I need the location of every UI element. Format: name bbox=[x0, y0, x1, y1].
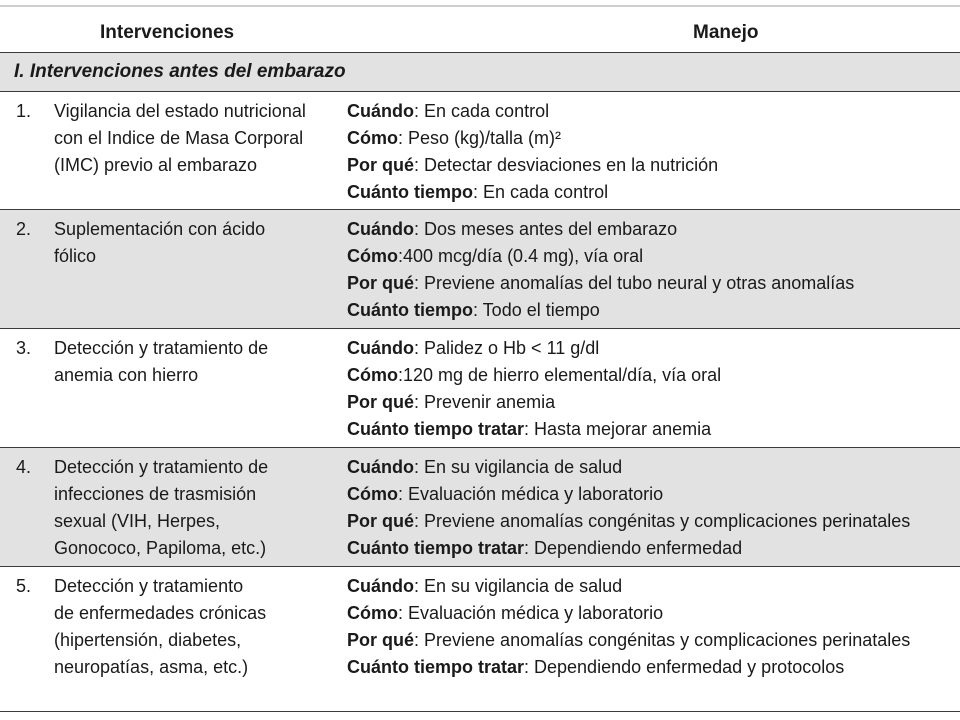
row-number: 5. bbox=[16, 576, 32, 596]
when-line bbox=[347, 454, 957, 481]
table-row bbox=[0, 567, 960, 707]
intervention-line: (hipertensión, diabetes, bbox=[54, 630, 242, 650]
duration-line bbox=[347, 179, 957, 206]
duration-label: Cuánto tiempo bbox=[347, 300, 473, 320]
when-text: : En cada control bbox=[414, 101, 550, 121]
row-management bbox=[347, 98, 957, 206]
why-line bbox=[347, 627, 957, 654]
how-line bbox=[347, 243, 957, 270]
how-text: :400 mcg/día (0.4 mg), vía oral bbox=[398, 246, 644, 266]
duration-label: Cuánto tiempo bbox=[347, 182, 473, 202]
header-interventions: Intervenciones bbox=[100, 22, 235, 43]
intervention-line: (IMC) previo al embarazo bbox=[54, 155, 258, 175]
row-number: 3. bbox=[16, 338, 32, 358]
row-intervention bbox=[54, 335, 339, 389]
how-label: Cómo bbox=[347, 128, 398, 148]
section-header bbox=[0, 53, 960, 91]
when-line bbox=[347, 573, 957, 600]
intervention-line: Detección y tratamiento de bbox=[54, 457, 269, 477]
why-line bbox=[347, 270, 957, 297]
intervention-line: Gonococo, Papiloma, etc.) bbox=[54, 538, 267, 558]
how-label: Cómo bbox=[347, 484, 398, 504]
how-text: : Evaluación médica y laboratorio bbox=[398, 484, 664, 504]
duration-label: Cuánto tiempo tratar bbox=[347, 419, 525, 439]
why-label: Por qué bbox=[347, 273, 415, 293]
intervention-line: neuropatías, asma, etc.) bbox=[54, 657, 249, 677]
row-intervention bbox=[54, 98, 339, 179]
intervention-line: de enfermedades crónicas bbox=[54, 603, 267, 623]
intervention-line: Detección y tratamiento bbox=[54, 576, 244, 596]
how-label: Cómo bbox=[347, 603, 398, 623]
how-line bbox=[347, 600, 957, 627]
intervention-line: Suplementación con ácido bbox=[54, 219, 266, 239]
how-line bbox=[347, 481, 957, 508]
why-text: : Previene anomalías del tubo neural y otras anomalías bbox=[414, 273, 855, 293]
how-line bbox=[347, 125, 957, 152]
how-text: :120 mg de hierro elemental/día, vía oral bbox=[398, 365, 722, 385]
intervention-line: anemia con hierro bbox=[54, 365, 199, 385]
why-label: Por qué bbox=[347, 511, 415, 531]
intervention-line: con el Indice de Masa Corporal bbox=[54, 128, 304, 148]
table-row bbox=[0, 329, 960, 447]
when-line bbox=[347, 335, 957, 362]
duration-label: Cuánto tiempo tratar bbox=[347, 657, 525, 677]
when-text: : En su vigilancia de salud bbox=[414, 576, 623, 596]
intervention-line: infecciones de trasmisión bbox=[54, 484, 257, 504]
table-row bbox=[0, 92, 960, 209]
section-title: I. Intervenciones antes del embarazo bbox=[14, 61, 346, 82]
row-management bbox=[347, 454, 957, 562]
when-text: : En su vigilancia de salud bbox=[414, 457, 623, 477]
how-label: Cómo bbox=[347, 246, 398, 266]
duration-line bbox=[347, 654, 957, 681]
when-label: Cuándo bbox=[347, 101, 414, 121]
row-number: 2. bbox=[16, 219, 32, 239]
how-text: : Peso (kg)/talla (m)² bbox=[398, 128, 562, 148]
row-management bbox=[347, 573, 957, 681]
intervention-line: Vigilancia del estado nutricional bbox=[54, 101, 306, 121]
intervention-line: fólico bbox=[54, 246, 97, 266]
how-label: Cómo bbox=[347, 365, 398, 385]
when-text: : Dos meses antes del embarazo bbox=[414, 219, 678, 239]
why-line bbox=[347, 508, 957, 535]
why-text: : Detectar desviaciones en la nutrición bbox=[414, 155, 719, 175]
when-label: Cuándo bbox=[347, 338, 414, 358]
why-text: : Previene anomalías congénitas y complicaciones perinatales bbox=[414, 630, 911, 650]
how-line bbox=[347, 362, 957, 389]
table-row bbox=[0, 448, 960, 566]
when-line bbox=[347, 216, 957, 243]
why-label: Por qué bbox=[347, 630, 415, 650]
why-text: : Prevenir anemia bbox=[414, 392, 556, 412]
table-header bbox=[0, 14, 960, 50]
row-intervention bbox=[54, 573, 339, 681]
row-number: 1. bbox=[16, 101, 32, 121]
duration-label: Cuánto tiempo tratar bbox=[347, 538, 525, 558]
bottom-rule bbox=[0, 711, 960, 712]
why-label: Por qué bbox=[347, 392, 415, 412]
when-text: : Palidez o Hb < 11 g/dl bbox=[414, 338, 600, 358]
duration-text: : Todo el tiempo bbox=[473, 300, 600, 320]
when-label: Cuándo bbox=[347, 219, 414, 239]
row-number: 4. bbox=[16, 457, 32, 477]
duration-text: : Dependiendo enfermedad bbox=[524, 538, 743, 558]
duration-text: : Dependiendo enfermedad y protocolos bbox=[524, 657, 845, 677]
duration-text: : Hasta mejorar anemia bbox=[524, 419, 712, 439]
top-rule bbox=[0, 5, 960, 7]
why-label: Por qué bbox=[347, 155, 415, 175]
duration-text: : En cada control bbox=[473, 182, 609, 202]
why-line bbox=[347, 389, 957, 416]
row-intervention bbox=[54, 454, 339, 562]
row-intervention bbox=[54, 216, 339, 270]
duration-line bbox=[347, 297, 957, 324]
why-line bbox=[347, 152, 957, 179]
duration-line bbox=[347, 416, 957, 443]
when-label: Cuándo bbox=[347, 457, 414, 477]
row-management bbox=[347, 216, 957, 324]
table-row bbox=[0, 210, 960, 328]
when-label: Cuándo bbox=[347, 576, 414, 596]
intervention-line: Detección y tratamiento de bbox=[54, 338, 269, 358]
duration-line bbox=[347, 535, 957, 562]
when-line bbox=[347, 98, 957, 125]
why-text: : Previene anomalías congénitas y complicaciones perinatales bbox=[414, 511, 911, 531]
intervention-line: sexual (VIH, Herpes, bbox=[54, 511, 221, 531]
row-management bbox=[347, 335, 957, 443]
header-management: Manejo bbox=[693, 22, 759, 43]
how-text: : Evaluación médica y laboratorio bbox=[398, 603, 664, 623]
